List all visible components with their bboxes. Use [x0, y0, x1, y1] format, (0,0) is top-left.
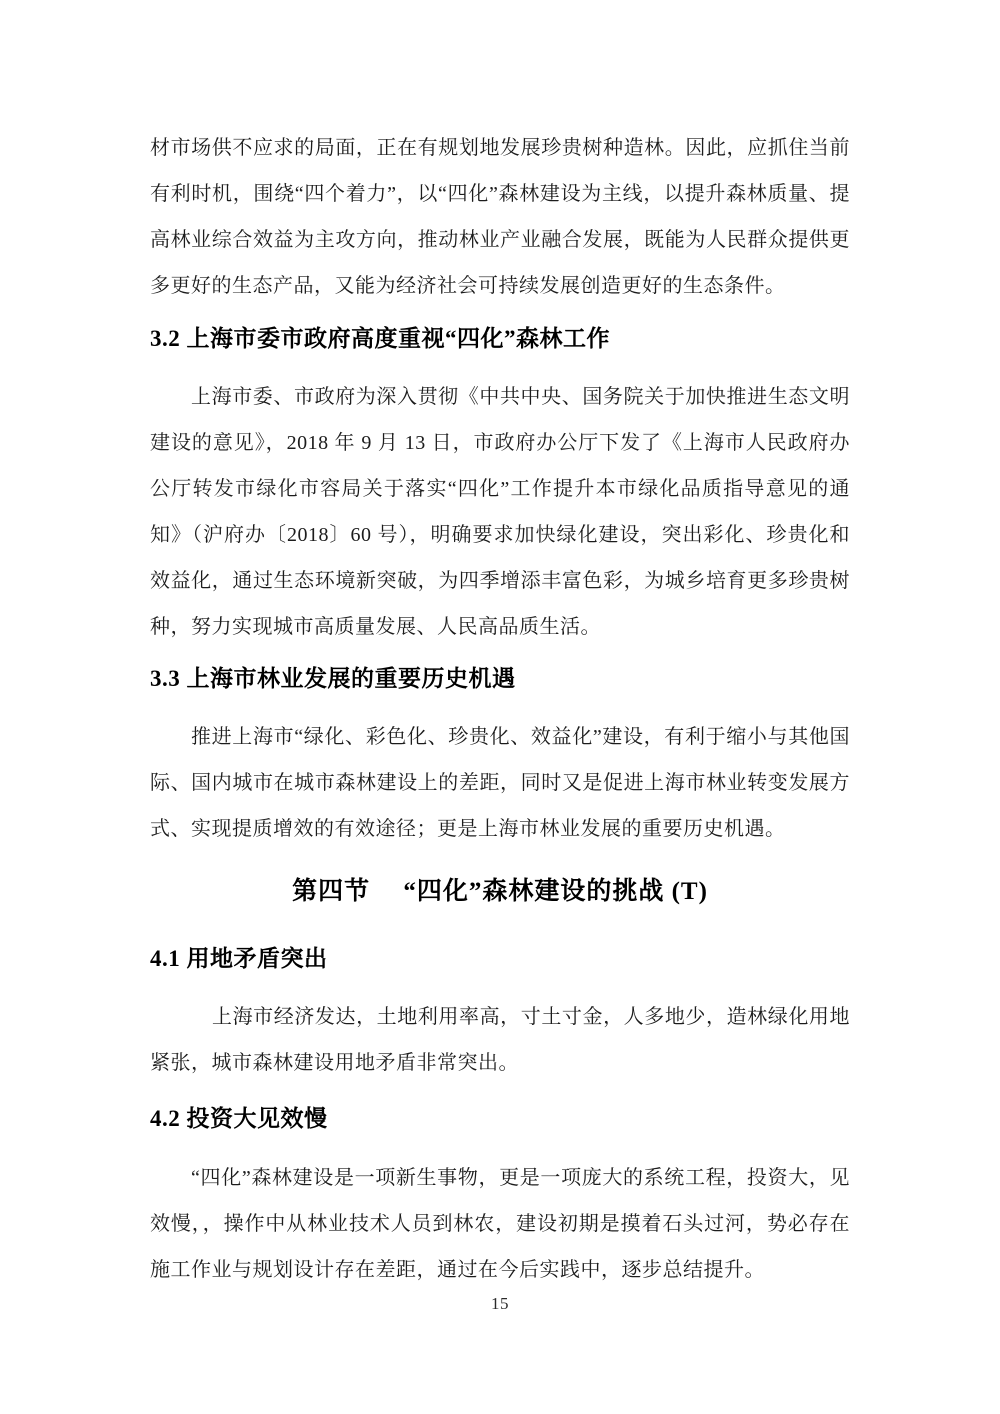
heading-section-4-2: 4.2 投资大见效慢 [150, 1106, 328, 1131]
paragraph-intro: 材市场供不应求的局面，正在有规划地发展珍贵树种造林。因此，应抓住当前有利时机，围绕“四个着力”，以“四化”森林建设为主线，以提升森林质量、提高林业综合效益为主攻方向，推动林业产业融合发展，既能为人民群众提供更多更好的生态产品，又能为经济社会可持续发展创造更好的生态条件。 [150, 137, 850, 297]
paragraph-section-4-1: 上海市经济发达，土地利用率高，寸土寸金，人多地少，造林绿化用地紧张，城市森林建设用地矛盾非常突出。 [150, 1006, 850, 1074]
heading-chapter-4: 第四节 “四化”森林建设的挑战 (T) [292, 878, 708, 905]
heading-section-4-1: 4.1 用地矛盾突出 [150, 946, 328, 971]
heading-section-3-2: 3.2 上海市委市政府高度重视“四化”森林工作 [150, 326, 610, 351]
page-number: 15 [491, 1294, 509, 1313]
heading-section-3-3: 3.3 上海市林业发展的重要历史机遇 [150, 666, 516, 691]
paragraph-section-3-2: 上海市委、市政府为深入贯彻《中共中央、国务院关于加快推进生态文明建设的意见》，2018 年 9 月 13 日，市政府办公厅下发了《上海市人民政府办公厅转发市绿化市容局关于落实“四化”工作提升本市绿化品质指导意见的通知》（沪府办〔2018〕60 号），明确要求加快绿化建设，突出彩化、珍贵化和效益化，通过生态环境新突破，为四季增添丰富色彩，为城乡培育更多珍贵树种，努力实现城市高质量发展、人民高品质生活。 [150, 386, 850, 638]
paragraph-section-3-3: 推进上海市“绿化、彩色化、珍贵化、效益化”建设，有利于缩小与其他国际、国内城市在城市森林建设上的差距，同时又是促进上海市林业转变发展方式、实现提质增效的有效途径；更是上海市林业发展的重要历史机遇。 [150, 726, 850, 840]
paragraph-section-4-2: “四化”森林建设是一项新生事物，更是一项庞大的系统工程，投资大，见效慢，，操作中从林业技术人员到林农，建设初期是摸着石头过河，势必存在施工作业与规划设计存在差距，通过在今后实践中，逐步总结提升。 [150, 1167, 850, 1281]
